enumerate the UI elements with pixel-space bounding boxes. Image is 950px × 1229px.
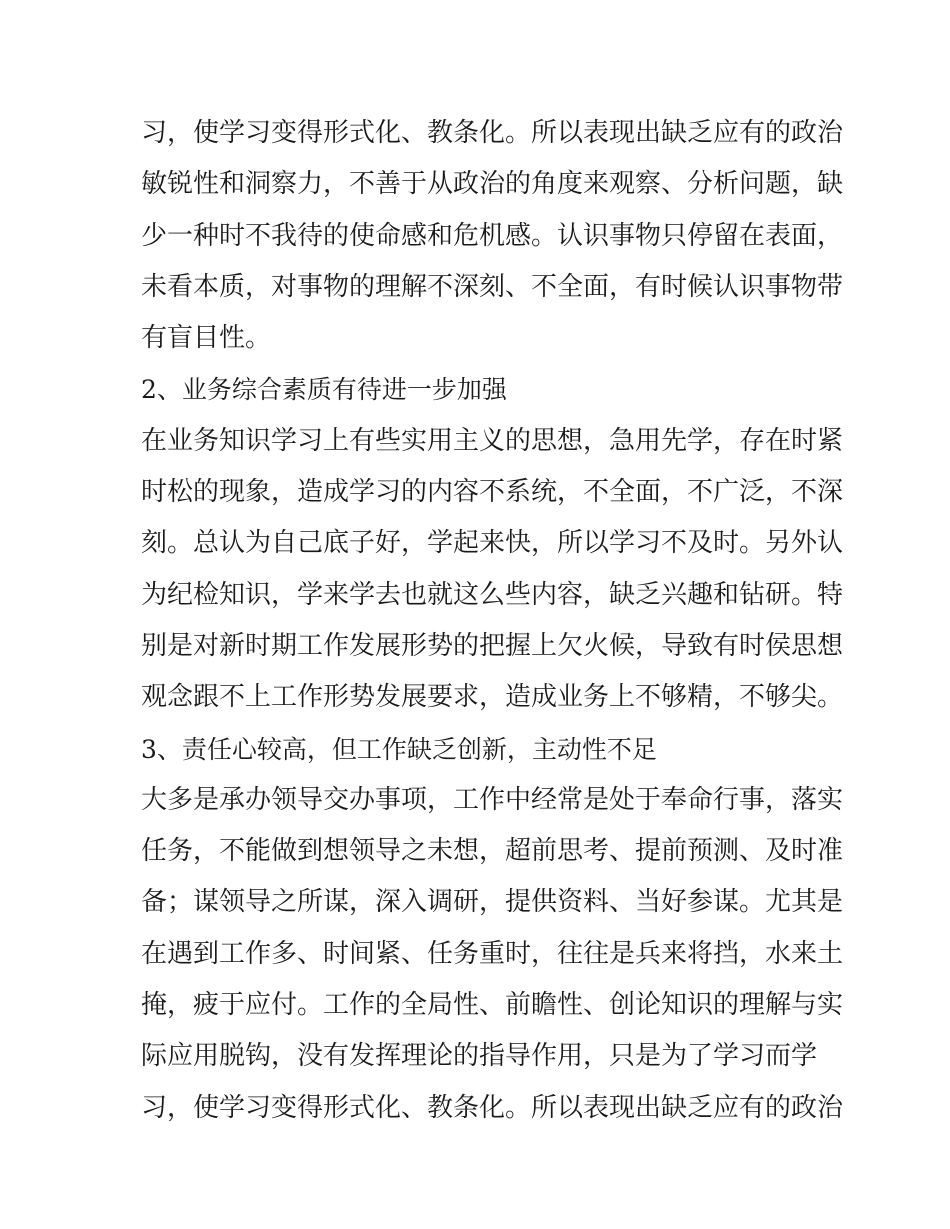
body-line-10: 为纪检知识，学来学去也就这么些内容，缺乏兴趣和钻研。特: [141, 579, 844, 610]
body-line-16: 备；谋领导之所谋，深入调研，提供资料、当好参谋。尤其是: [141, 887, 844, 918]
body-line-3: 少一种时不我待的使命感和危机感。认识事物只停留在表面，: [141, 220, 844, 251]
body-line-5: 有盲目性。: [141, 323, 272, 354]
body-line-17: 在遇到工作多、时间紧、任务重时，往往是兵来将挡，水来土: [141, 938, 844, 969]
body-line-2: 敏锐性和洞察力，不善于从政治的角度来观察、分析问题，缺: [141, 169, 844, 200]
body-line-20: 习，使学习变得形式化、教条化。所以表现出缺乏应有的政治: [141, 1092, 844, 1123]
body-line-4: 未看本质，对事物的理解不深刻、不全面，有时候认识事物带: [141, 271, 844, 302]
body-line-7: 在业务知识学习上有些实用主义的思想，急用先学，存在时紧: [141, 425, 844, 456]
body-line-15: 任务，不能做到想领导之未想，超前思考、提前预测、及时准: [141, 836, 844, 867]
body-line-8: 时松的现象，造成学习的内容不系统，不全面，不广泛，不深: [141, 477, 844, 508]
body-line-18: 掩，疲于应付。工作的全局性、前瞻性、创论知识的理解与实: [141, 990, 844, 1021]
section-heading-2: 2、业务综合素质有待进一步加强: [141, 375, 507, 405]
body-line-1: 习，使学习变得形式化、教条化。所以表现出缺乏应有的政治: [141, 118, 844, 148]
body-line-19: 际应用脱钩，没有发挥理论的指导作用，只是为了学习而学: [141, 1041, 818, 1072]
body-line-9: 刻。总认为自己底子好，学起来快，所以学习不及时。另外认: [141, 528, 844, 559]
section-heading-3: 3、责任心较高，但工作缺乏创新，主动性不足: [141, 734, 657, 764]
body-line-12: 观念跟不上工作形势发展要求，造成业务上不够精，不够尖。: [141, 682, 844, 713]
body-line-11: 别是对新时期工作发展形势的把握上欠火候，导致有时侯思想: [141, 630, 844, 661]
body-line-14: 大多是承办领导交办事项，工作中经常是处于奉命行事，落实: [141, 784, 844, 815]
document-body: [141, 108, 844, 1134]
